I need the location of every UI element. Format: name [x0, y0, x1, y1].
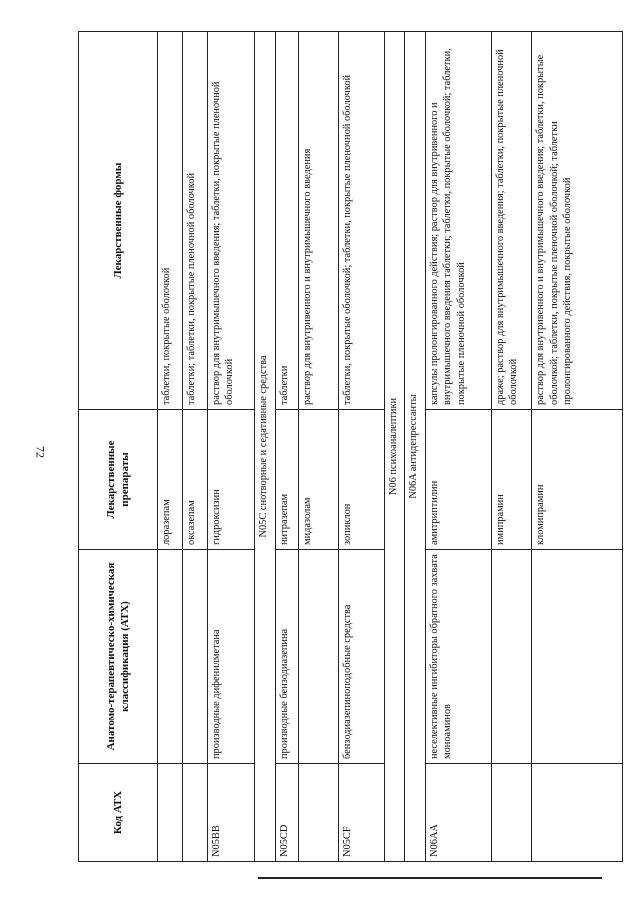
cell-code: [183, 764, 208, 862]
cell-form: раствор для внутривенного и внутримышечного введения; таблетки, покрытые оболочкой; таблетки, покрытые пленочной оболочкой; таблетки пролонгированного действия, покрытые оболочкой: [532, 32, 623, 410]
table-row: [158, 32, 183, 862]
table-row: [298, 32, 339, 862]
cell-drug: зопиклон: [339, 410, 384, 550]
cell-classification: [532, 550, 623, 764]
header-drugs: Лекарственные препараты: [79, 410, 158, 550]
cell-drug: нитразепам: [276, 410, 299, 550]
cell-drug: гидроксизин: [207, 410, 255, 550]
table-row: [339, 32, 384, 862]
cell-code: [491, 764, 532, 862]
cell-classification: [158, 550, 183, 764]
table-row: [276, 32, 299, 862]
cell-classification: производные дифенилметана: [207, 550, 255, 764]
table-header-row: [79, 32, 158, 862]
cell-classification: производные бензодиазепина: [276, 550, 299, 764]
cell-classification: [298, 550, 339, 764]
cell-drug: мидазолам: [298, 410, 339, 550]
cell-form: капсулы пролонгированного действия; раствор для внутривенного и внутримышечного введения таблетки; таблетки, покрытые оболочкой; таблетки, покрытые пленочной оболочкой: [426, 32, 492, 410]
cell-code: N05CD: [276, 764, 299, 862]
section-row: [405, 32, 426, 862]
cell-code: [532, 764, 623, 862]
cell-form: раствор для внутривенного и внутримышечного введения: [298, 32, 339, 410]
cell-form: таблетки; таблетки, покрытые пленочной оболочкой: [183, 32, 208, 410]
cell-classification: [491, 550, 532, 764]
section-row: [384, 32, 405, 862]
cell-drug: лоразепам: [158, 410, 183, 550]
cell-form: таблетки, покрытые оболочкой: [158, 32, 183, 410]
table-row: [183, 32, 208, 862]
atx-table: [78, 31, 623, 862]
cell-code: N05BB: [207, 764, 255, 862]
table-row: [207, 32, 255, 862]
section-n06: N06 психоаналептики: [384, 32, 405, 862]
cell-form: драже; раствор для внутримышечного введения; таблетки, покрытые пленочной оболочкой: [491, 32, 532, 410]
cell-code: N05CF: [339, 764, 384, 862]
header-forms: Лекарственные формы: [79, 32, 158, 410]
cell-drug: оксазепам: [183, 410, 208, 550]
section-n05c: N05C снотворные и седативные средства: [255, 32, 276, 862]
cell-drug: имипрамин: [491, 410, 532, 550]
cell-classification: [183, 550, 208, 764]
cell-code: N06AA: [426, 764, 492, 862]
table-row: [426, 32, 492, 862]
cell-classification: неселективные ингибиторы обратного захвата моноаминов: [426, 550, 492, 764]
header-classification: Анатомо-терапевтическо-химическая классификация (АТХ): [79, 550, 158, 764]
header-code: Код АТХ: [79, 764, 158, 862]
table-row: [491, 32, 532, 862]
cell-classification: бензодиазепиноподобные средства: [339, 550, 384, 764]
section-row: [255, 32, 276, 862]
table-row: [532, 32, 623, 862]
cell-form: раствор для внутримышечного введения; таблетки, покрытые пленочной оболочкой: [207, 32, 255, 410]
section-n06a: N06A антидепрессанты: [405, 32, 426, 862]
bottom-rule-divider: [258, 877, 602, 879]
cell-code: [158, 764, 183, 862]
cell-drug: амитриптилин: [426, 410, 492, 550]
cell-form: таблетки, покрытые оболочкой; таблетки, покрытые пленочной оболочкой: [339, 32, 384, 410]
cell-code: [298, 764, 339, 862]
page-number: 72: [33, 446, 48, 458]
cell-form: таблетки: [276, 32, 299, 410]
rotated-table-wrapper: [78, 32, 623, 862]
cell-drug: кломипрамин: [532, 410, 623, 550]
